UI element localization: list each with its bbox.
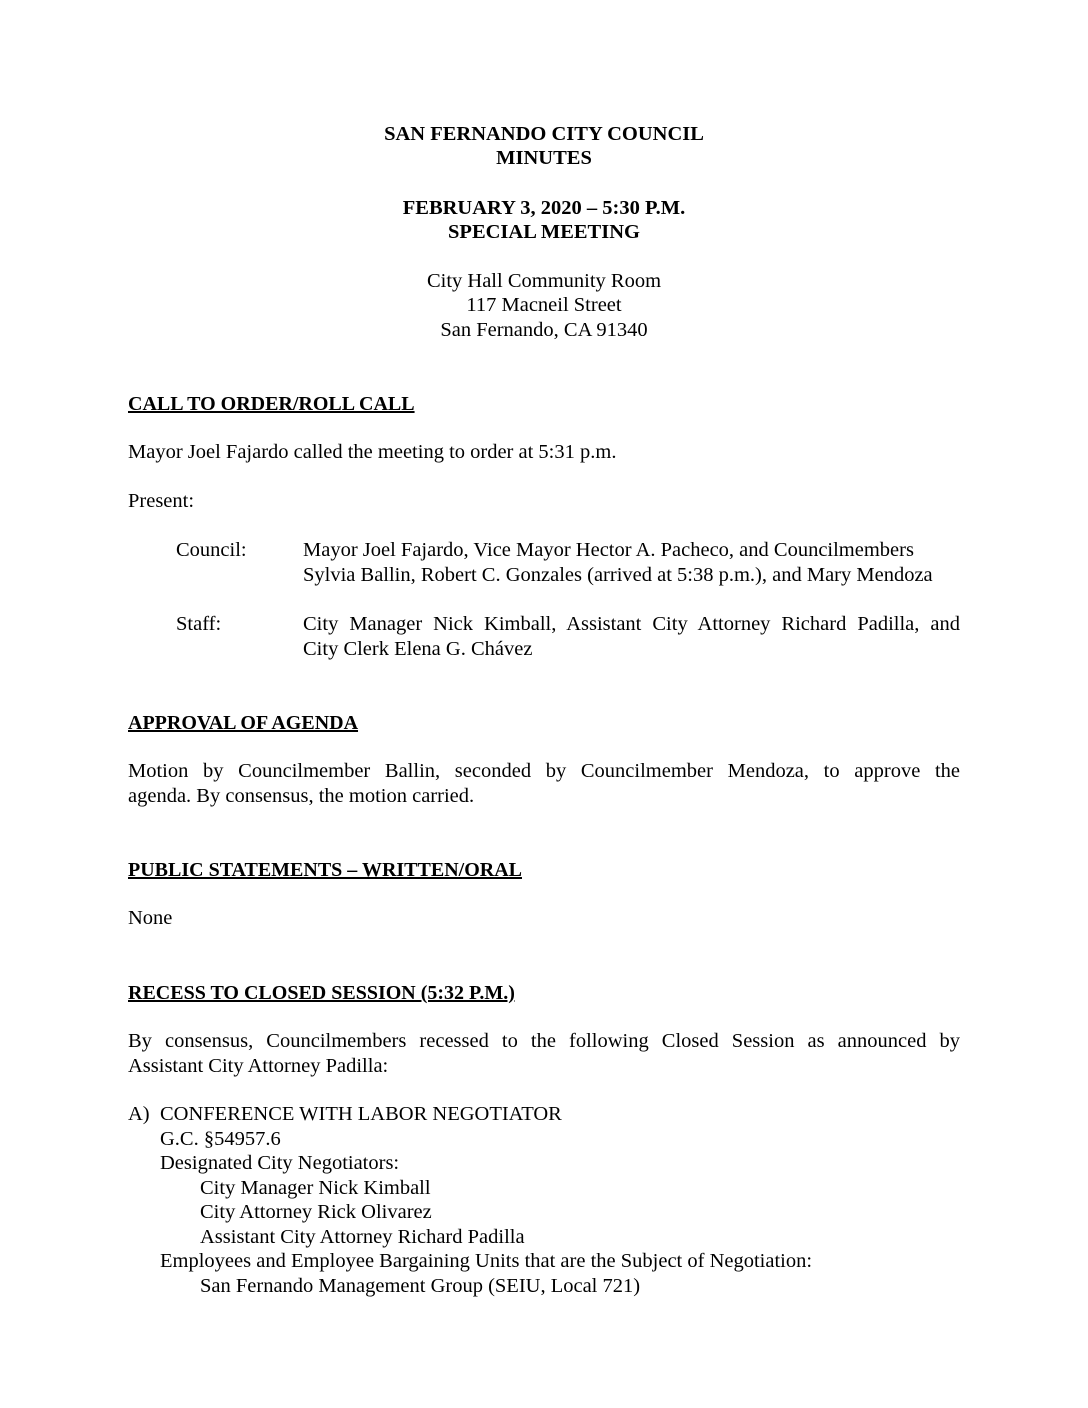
doc-type-title: MINUTES (496, 147, 592, 169)
present-label: Present: (128, 490, 195, 512)
call-to-order-text: Mayor Joel Fajardo called the meeting to order at 5:31 p.m. (128, 441, 617, 463)
staff-members-line-2: City Clerk Elena G. Chávez (303, 638, 533, 660)
bargaining-unit-1: San Fernando Management Group (SEIU, Local 721) (200, 1275, 641, 1297)
location-line-3: San Fernando, CA 91340 (440, 319, 648, 341)
approval-heading: APPROVAL OF AGENDA (128, 712, 359, 734)
item-a-title: CONFERENCE WITH LABOR NEGOTIATOR (160, 1103, 562, 1125)
location-line-1: City Hall Community Room (426, 270, 662, 292)
item-a-code: G.C. §54957.6 (160, 1128, 281, 1150)
negotiator-1: City Manager Nick Kimball (200, 1177, 431, 1199)
council-label: Council: (176, 539, 247, 561)
org-title: SAN FERNANDO CITY COUNCIL (384, 123, 704, 145)
meeting-type: SPECIAL MEETING (448, 221, 640, 243)
staff-members-line-1: City Manager Nick Kimball, Assistant City Attorney Richard Padilla, and (303, 613, 960, 635)
council-members-line-2: Sylvia Ballin, Robert C. Gonzales (arrived at 5:38 p.m.), and Mary Mendoza (303, 564, 933, 586)
negotiator-2: City Attorney Rick Olivarez (200, 1201, 432, 1223)
item-a-label: A) (128, 1103, 150, 1125)
recess-heading: RECESS TO CLOSED SESSION (5:32 P.M.) (128, 982, 515, 1004)
approval-text-line-2: agenda. By consensus, the motion carried. (128, 785, 475, 807)
negotiators-label: Designated City Negotiators: (160, 1152, 400, 1174)
staff-label: Staff: (176, 613, 222, 635)
public-statements-heading: PUBLIC STATEMENTS – WRITTEN/ORAL (128, 859, 522, 881)
council-members-line-1: Mayor Joel Fajardo, Vice Mayor Hector A. Pacheco, and Councilmembers (303, 539, 914, 561)
approval-text-line-1: Motion by Councilmember Ballin, seconded by Councilmember Mendoza, to approve the (128, 760, 960, 782)
public-statements-text: None (128, 907, 173, 929)
recess-text-line-2: Assistant City Attorney Padilla: (128, 1055, 389, 1077)
call-to-order-heading: CALL TO ORDER/ROLL CALL (128, 393, 415, 415)
recess-text-line-1: By consensus, Councilmembers recessed to the following Closed Session as announced by (128, 1030, 960, 1052)
negotiator-3: Assistant City Attorney Richard Padilla (200, 1226, 525, 1248)
bargaining-units-label: Employees and Employee Bargaining Units that are the Subject of Negotiation: (160, 1250, 813, 1272)
location-line-2: 117 Macneil Street (466, 294, 622, 316)
meeting-date-time: FEBRUARY 3, 2020 – 5:30 P.M. (402, 197, 686, 219)
